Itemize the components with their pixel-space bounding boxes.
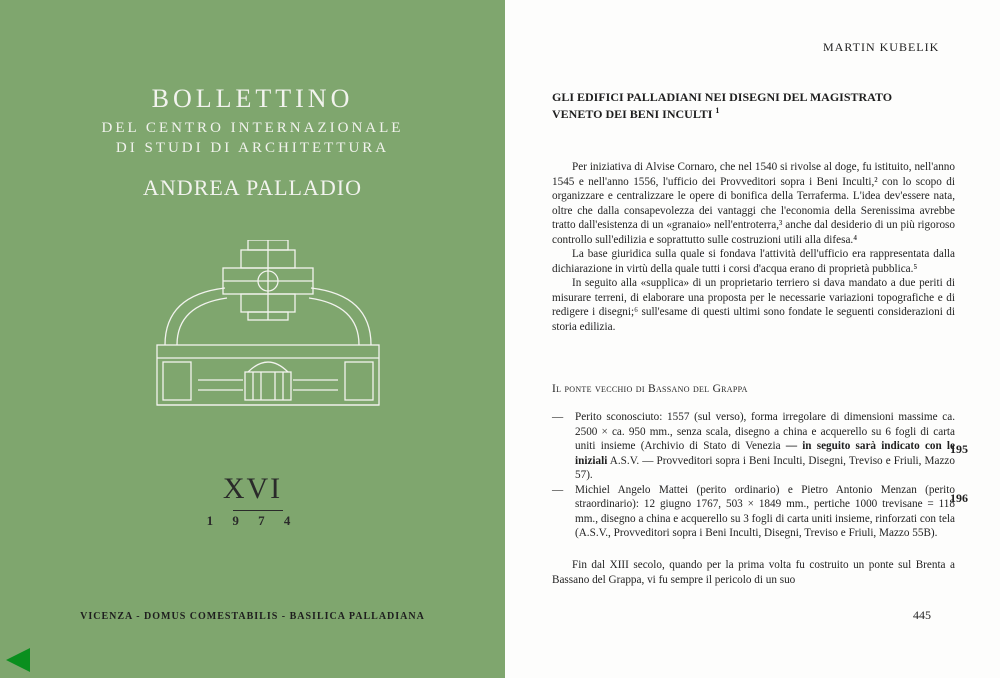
paragraph: In seguito alla «supplica» di un proprietario terriero si dava mandato a due periti di misurare terreni, di elaborare una proposta per le necessarie variazioni topografiche e di redigere i disegni;⁶ sull'esame di questi ultimi sono fondate le seguenti considerazioni di storia edilizia. (552, 277, 955, 333)
closing-text (552, 558, 955, 587)
margin-figure-number: 195 (950, 442, 968, 456)
list-dash: — (552, 483, 564, 496)
article-page (505, 0, 1000, 678)
paragraph: Per iniziativa di Alvise Cornaro, che nel 1540 si rivolse al doge, fu istituito, nell'anno 1545 e nell'anno 1556, l'ufficio dei Provveditori sopra i Beni Inculti,² con lo scopo di organizzare e centralizzare le opere di bonifica della Terraferma. L'idea dev'essere nata, oltre che dalla consapevolezza dei vantaggi che l'economia della Serenissima avrebbe tratto dall'esistenza di un «granaio» nell'entroterra,³ anche dal desiderio di un più rigoroso controllo sull'edilizia e soprattutto sulle costruzioni utili alla difesa.⁴ (552, 161, 955, 246)
article-title (552, 90, 952, 121)
section-heading: Il ponte vecchio di Bassano del Grappa (552, 383, 748, 395)
list-item: — Michiel Angelo Mattei (perito ordinario) e Pietro Antonio Menzan (perito straordinario): 12 giugno 1767, 503 × 1849 mm., pertiche 1000 trevisane = 118 mm., disegno a china e acquerello su 3 fogli di carta uniti insieme, rinforzati con tela (A.S.V., Provveditori sopra i Beni Inculti, Disegni, Treviso e Friuli, Mazzo 55B). (552, 483, 955, 539)
cover-title: BOLLETTINO (151, 84, 354, 113)
paragraph: La base giuridica sulla quale si fondava l'attività dell'ufficio era rappresentata dalla dichiarazione in virtù della quale tutti i corsi d'acqua erano di proprietà pubblica.⁵ (552, 248, 955, 275)
list-item: — Perito sconosciuto: 1557 (sul verso), forma irregolare di dimensioni massime ca. 2500 × ca. 950 mm., senza scala, disegno a china e acquerello su 6 fogli di carta uniti insieme (Archivio di Stato di Venezia — in seguito sarà indicato con le iniziali A.S.V. — Provveditori sopra i Beni Inculti, Disegni, Treviso e Friuli, Mazzo 57). (552, 411, 955, 481)
article-title-line1: GLI EDIFICI PALLADIANI NEI DISEGNI DEL MAGISTRATO (552, 90, 893, 104)
intro-text (552, 160, 955, 334)
villa-plan-emblem (153, 240, 383, 415)
cover-volume: XVI (222, 472, 283, 505)
cover-subtitle-line2: DI STUDI DI ARCHITETTURA (115, 140, 390, 156)
paragraph: Fin dal XIII secolo, quando per la prima volta fu costruito un ponte sul Brenta a Bassano del Grappa, vi fu sempre il pericolo di un suo (552, 559, 955, 586)
list-dash: — (552, 411, 564, 423)
drawing-list (552, 410, 955, 541)
article-title-line2: VENETO DEI BENI INCULTI $^1$ (552, 106, 720, 121)
title-footnote-ref: 1 (715, 106, 720, 115)
margin-figure-number: 196 (950, 491, 968, 505)
triangle-left-icon[interactable] (4, 647, 32, 673)
page-number: 445 (913, 608, 931, 622)
cover-footer: VICENZA - DOMUS COMESTABILIS - BASILICA PALLADIANA (80, 611, 425, 622)
cover-subtitle-line1: DEL CENTRO INTERNAZIONALE (101, 120, 404, 136)
cover-name: ANDREA PALLADIO (143, 175, 362, 200)
volume-divider (233, 510, 283, 511)
author-name: MARTIN KUBELIK (823, 40, 940, 54)
cover-year: 1 9 7 4 (206, 513, 299, 528)
